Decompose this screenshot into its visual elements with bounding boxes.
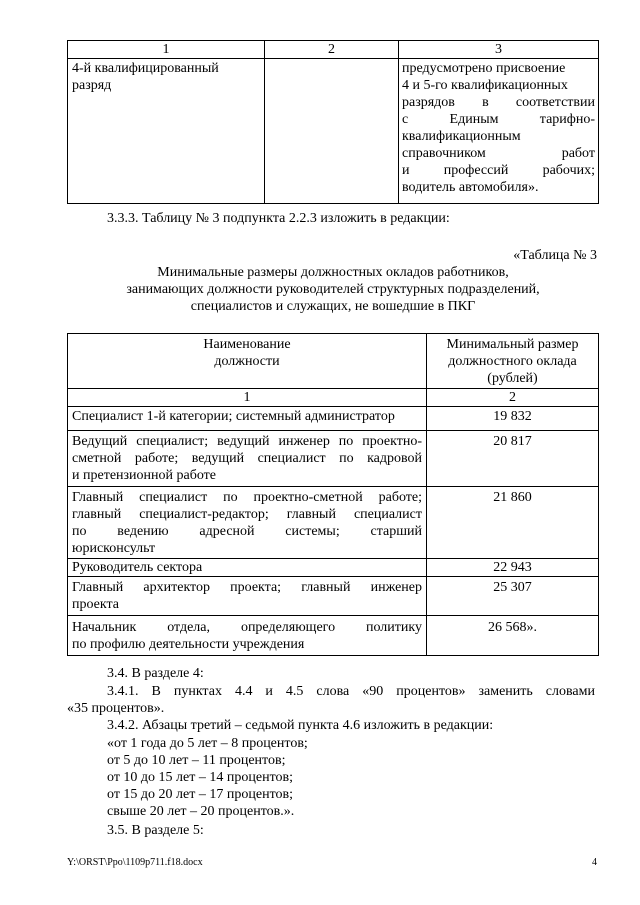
paragraph-3-3-3: 3.3.3. Таблицу № 3 подпункта 2.2.3 изложить в редакции:	[107, 211, 450, 226]
salary-table-header	[68, 334, 599, 389]
header-salary-line: должностного оклада	[448, 354, 577, 369]
table-title-line: специалистов и служащих, не вошедшие в ПКГ	[190, 299, 476, 314]
table-row	[68, 559, 599, 577]
desc-line: справочником работ	[402, 146, 595, 161]
table-title-line: Минимальные размеры должностных окладов работников,	[157, 265, 509, 280]
bonus-list	[107, 735, 308, 820]
list-item: от 15 до 20 лет – 17 процентов;	[107, 787, 293, 802]
list-item: от 10 до 15 лет – 14 процентов;	[107, 770, 293, 785]
list-item: «от 1 года до 5 лет – 8 процентов;	[107, 736, 308, 751]
salary-value: 25 307	[427, 577, 599, 616]
paragraph-3-4-1-cont: «35 процентов».	[67, 701, 165, 716]
table-label: «Таблица № 3	[513, 248, 597, 263]
top-row-empty	[265, 59, 399, 204]
salary-table	[67, 333, 599, 656]
header-salary	[427, 334, 599, 389]
position-cell	[68, 577, 427, 616]
paragraph-3-4-1-line: 3.4.1. В пунктах 4.4 и 4.5 слова «90 процентов» заменить словами	[107, 684, 595, 699]
position-cell	[68, 616, 427, 656]
position-line: проекта	[72, 597, 119, 612]
position-line: главный специалист-редактор; главный специалист	[72, 507, 422, 522]
position-cell	[68, 487, 427, 559]
position-line: сметной работе; ведущий специалист по кадровой	[72, 451, 422, 466]
top-table-row	[68, 59, 599, 204]
paragraph-3-4-2: 3.4.2. Абзацы третий – седьмой пункта 4.6 изложить в редакции:	[107, 718, 494, 733]
salary-table-numbering	[68, 389, 599, 407]
position-line: юрисконсульт	[72, 541, 156, 556]
position-line: по профилю деятельности учреждения	[72, 637, 305, 652]
desc-line: 4 и 5-го квалификационных	[402, 78, 568, 93]
top-col2-number: 2	[265, 41, 399, 59]
salary-value: 20 817	[427, 431, 599, 487]
table-row	[68, 487, 599, 559]
position-line: Главный архитектор проекта; главный инженер	[72, 580, 422, 595]
numbering-col1: 1	[68, 389, 427, 407]
table-title	[67, 264, 599, 315]
table-title-line: занимающих должности руководителей структурных подразделений,	[126, 282, 540, 297]
paragraph-3-4-1	[107, 683, 595, 700]
desc-line: предусмотрено присвоение	[402, 61, 566, 76]
header-salary-line: Минимальный размер	[446, 337, 579, 352]
numbering-col2: 2	[427, 389, 599, 407]
list-item: свыше 20 лет – 20 процентов.».	[107, 804, 295, 819]
position-line: Ведущий специалист; ведущий инженер по проектно-	[72, 434, 422, 449]
header-position-line: Наименование	[203, 337, 291, 352]
desc-line: разрядов в соответствии	[402, 95, 595, 110]
position-line: Руководитель сектора	[72, 560, 203, 575]
salary-value: 26 568».	[427, 616, 599, 656]
top-col3-number: 3	[399, 41, 599, 59]
header-position-line: должности	[214, 354, 280, 369]
position-line: и претензионной работе	[72, 468, 217, 483]
position-line: Начальник отдела, определяющего политику	[72, 620, 422, 635]
top-table	[67, 40, 599, 204]
top-row-description	[399, 59, 599, 204]
desc-line: с Единым тарифно-	[402, 112, 595, 127]
salary-value: 19 832	[427, 407, 599, 431]
top-col1-number: 1	[68, 41, 265, 59]
desc-line: водитель автомобиля».	[402, 180, 539, 195]
position-cell	[68, 559, 427, 577]
table-row	[68, 431, 599, 487]
desc-line: квалификационным	[402, 129, 521, 144]
desc-line: и профессий рабочих;	[402, 163, 595, 178]
header-position	[68, 334, 427, 389]
top-row-position: 4-й квалифицированный разряд	[68, 59, 265, 204]
paragraph-3-4: 3.4. В разделе 4:	[107, 666, 204, 681]
top-table-header-row	[68, 41, 599, 59]
table-row	[68, 407, 599, 431]
position-line: Главный специалист по проектно-сметной работе;	[72, 490, 422, 505]
list-item: от 5 до 10 лет – 11 процентов;	[107, 753, 286, 768]
salary-value: 22 943	[427, 559, 599, 577]
table-row	[68, 577, 599, 616]
paragraph-3-5: 3.5. В разделе 5:	[107, 823, 204, 838]
position-cell	[68, 407, 427, 431]
position-line: Специалист 1-й категории; системный администратор	[72, 409, 395, 424]
file-path: Y:\ORST\Ppo\1109p711.f18.docx	[67, 857, 203, 868]
position-cell	[68, 431, 427, 487]
salary-value: 21 860	[427, 487, 599, 559]
page-number: 4	[592, 857, 597, 868]
position-line: по ведению адресной системы; старший	[72, 524, 422, 539]
header-salary-line: (рублей)	[487, 371, 538, 386]
table-row	[68, 616, 599, 656]
